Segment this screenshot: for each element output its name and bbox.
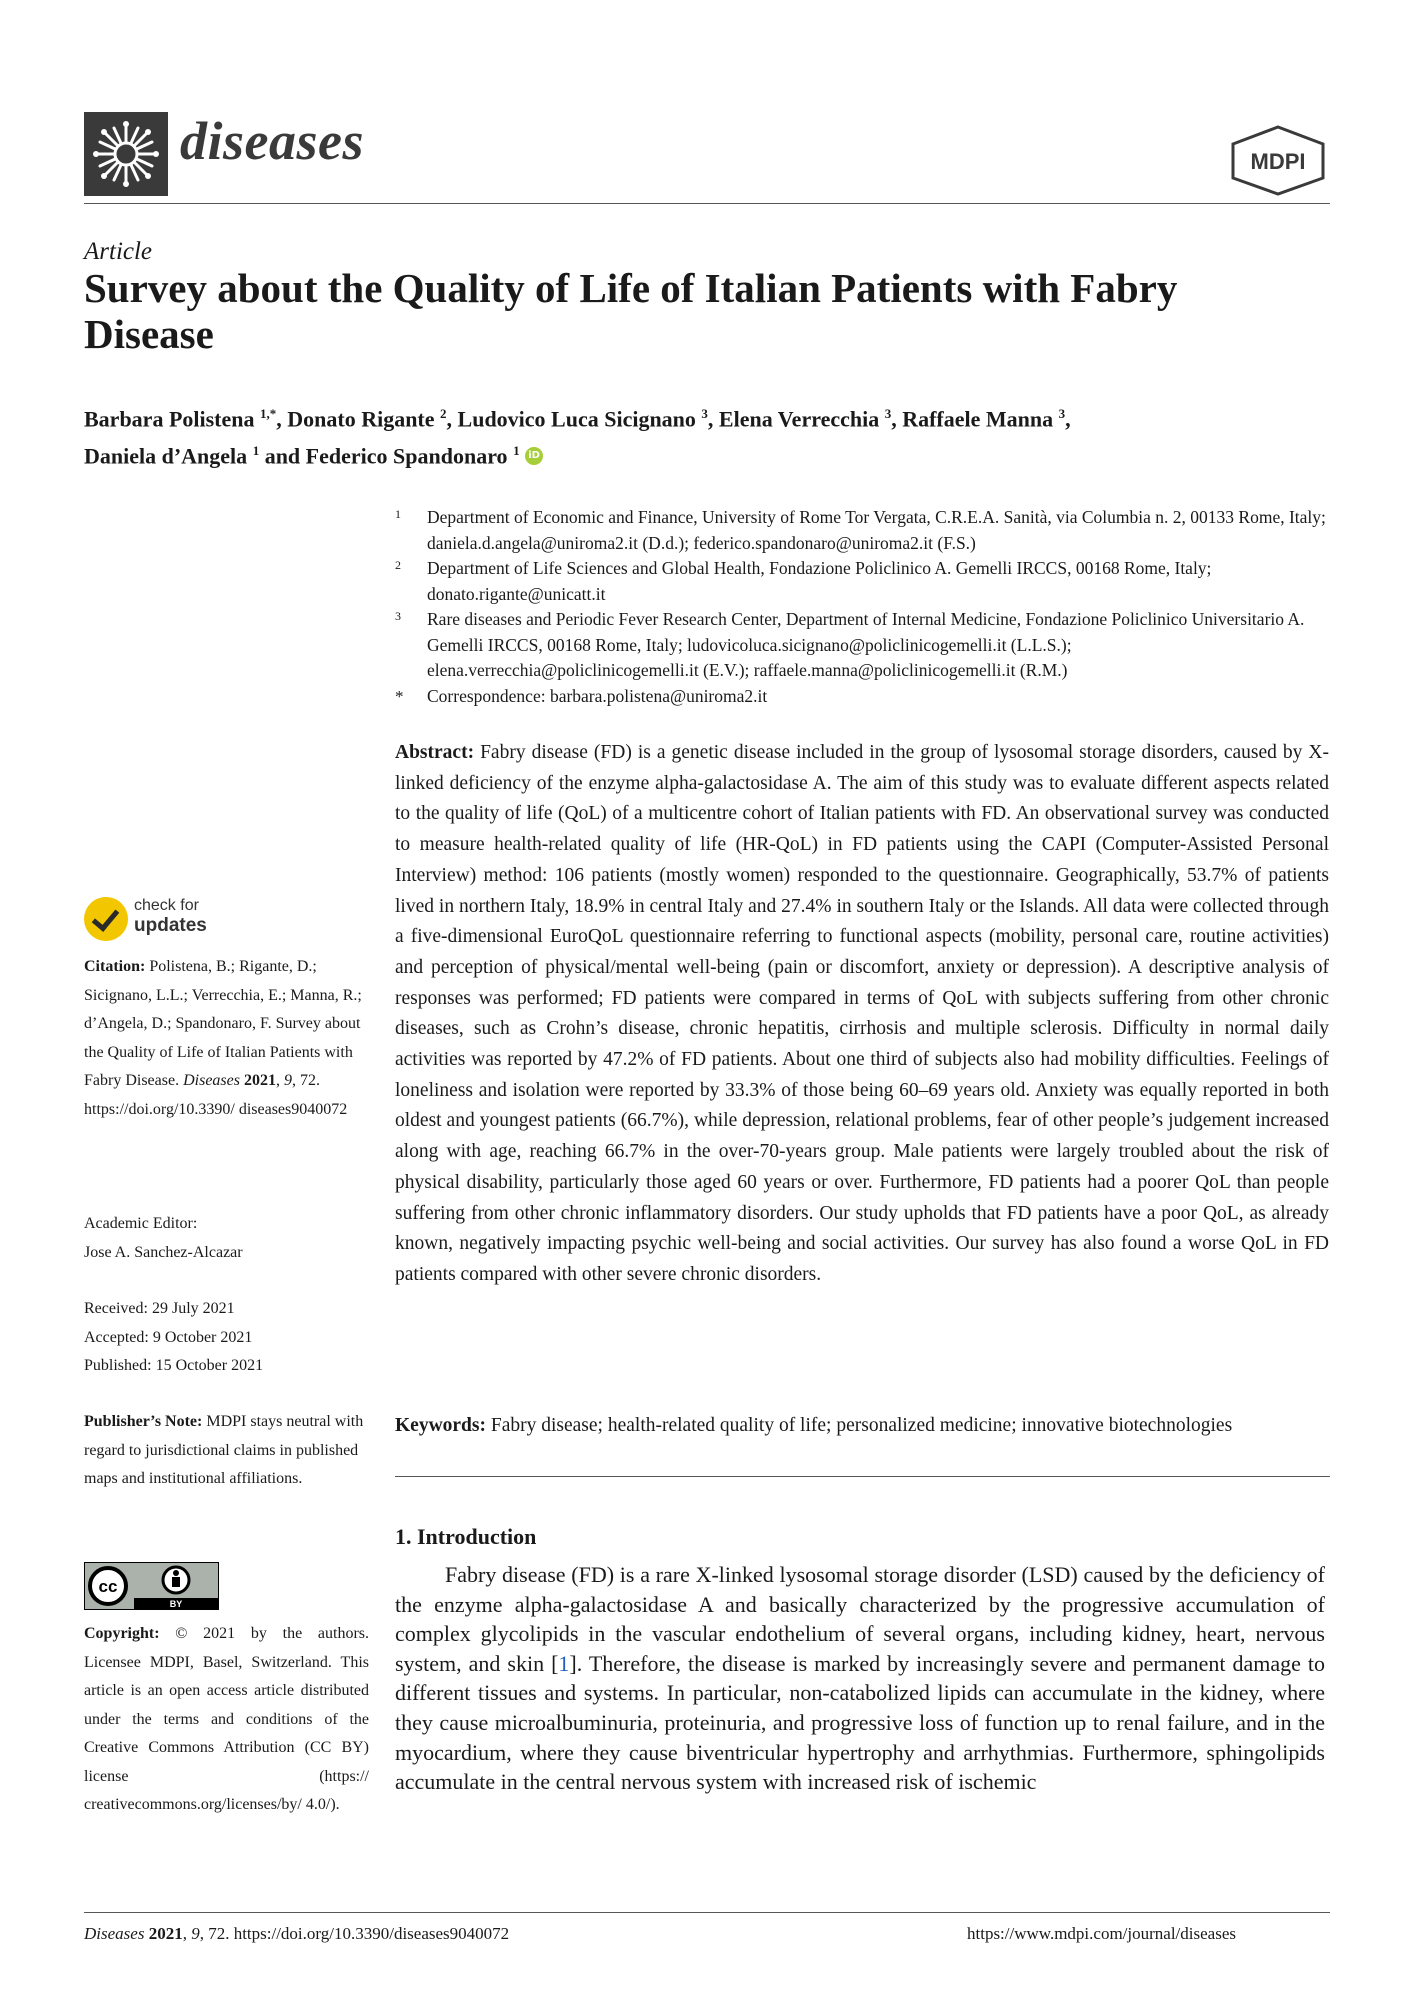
journal-logo-icon — [84, 112, 168, 196]
author-affiliation-marker: 1 — [513, 443, 520, 459]
author-separator: , — [446, 406, 458, 432]
author-name: Donato Rigante — [287, 406, 435, 432]
author-and: and — [264, 443, 301, 469]
academic-editor — [84, 1210, 369, 1267]
author-affiliation-marker: 3 — [701, 406, 708, 421]
abstract-label: Abstract: — [395, 742, 475, 763]
by-text: BY — [169, 1599, 183, 1609]
footer-volume: 9 — [191, 1924, 200, 1943]
orcid-icon[interactable]: iD — [525, 447, 543, 465]
correspondence-item — [395, 684, 1335, 710]
publisher-note — [84, 1408, 369, 1494]
author-affiliation-marker: 3 — [884, 406, 892, 421]
keywords — [395, 1411, 1335, 1441]
copyright-text: © 2021 by the authors. Licensee MDPI, Basel, Switzerland. This article is an open access article distributed under the terms and conditions of the Creative Commons Attribution (CC BY) license (https:// creativecommons.org/licenses/by/ 4.0/). — [84, 1625, 370, 1813]
correspondence-marker: * — [395, 686, 404, 706]
affiliation-marker: 2 — [395, 558, 401, 572]
author-affiliation-marker: 1 — [252, 443, 260, 459]
introduction-paragraph — [395, 1560, 1325, 1797]
author-separator: , — [276, 406, 288, 432]
author-separator: , — [707, 406, 719, 432]
keywords-text: Fabry disease; health-related quality of life; personalized medicine; innovative biotechnologies — [490, 1415, 1233, 1436]
correspondence-text: Correspondence: barbara.polistena@uniroma2.it — [427, 685, 768, 706]
publisher-note-label: Publisher’s Note: — [84, 1413, 203, 1430]
author-name: Elena Verrecchia — [718, 406, 880, 432]
affiliation-item — [395, 607, 1335, 684]
section-divider — [395, 1476, 1330, 1477]
citation-year: 2021 — [243, 1072, 276, 1089]
citation-text: Polistena, B.; Rigante, D.; Sicignano, L.L.; Verrecchia, E.; Manna, R.; d’Angela, D.; Spandonaro, F. Survey about the Quality of Life of Italian Patients with Fabry Disease. — [84, 958, 362, 1089]
intro-text-part1: Fabry disease (FD) is a rare X-linked lysosomal storage disorder (LSD) caused by the deficiency of the enzyme alpha-galactosidase A and basically characterized by the progressive accumulation of complex glycolipids in the vascular endothelium of several organs, including kidney, heart, nervous system, and skin [ — [395, 1562, 1325, 1676]
cc-text: cc — [98, 1577, 118, 1596]
editor-label: Academic Editor: — [84, 1215, 198, 1232]
editor-name: Jose A. Sanchez-Alcazar — [84, 1243, 243, 1261]
copyright-notice — [84, 1620, 369, 1820]
affiliation-item — [395, 505, 1335, 556]
check-updates-line1: check for — [134, 897, 199, 914]
section-heading: 1. Introduction — [395, 1524, 537, 1549]
affiliation-text: Rare diseases and Periodic Fever Research Center, Department of Internal Medicine, Fondazione Policlinico Universitario A. Gemelli IRCCS, 00168 Rome, Italy; ludovicoluca.sicignano@policlinicogemelli.it (L.L.S.); elena.verrecchia@policlinicogemelli.it (E.V.); raffaele.manna@policlinicogemelli.it (R.M.) — [427, 609, 1305, 680]
citation-journal: Diseases — [183, 1072, 240, 1089]
received-date: Received: 29 July 2021 — [84, 1300, 235, 1317]
author-affiliation-marker: 1,* — [260, 406, 277, 421]
copyright-label: Copyright: — [84, 1625, 160, 1642]
mdpi-logo — [1228, 124, 1328, 196]
author-separator: , — [891, 406, 903, 432]
affiliations — [395, 505, 1335, 709]
abstract-text: Fabry disease (FD) is a genetic disease included in the group of lysosomal storage disorders, caused by X-linked deficiency of the enzyme alpha-galactosidase A. The aim of this study was to evaluate different aspects related to the quality of life (QoL) of a multicentre cohort of Italian patients with FD. An observational survey was conducted to measure health-related quality of life (HR-QoL) in FD patients using the CAPI (Computer-Assisted Personal Interview) method: 106 patients (mostly women) responded to the questionnaire. Geographically, 53.7% of patients lived in northern Italy, 18.9% in central Italy and 27.4% in southern Italy or the Islands. All data were collected through a five-dimensional EuroQoL questionnaire referring to functional aspects (mobility, personal care, routine activities) and perception of physical/mental well-being (pain or discomfort, anxiety or depression). A descriptive analysis of responses was performed; FD patients were compared in terms of QoL with subjects suffering from other chronic diseases, such as Crohn’s disease, chronic hepatitis, cirrhosis and multiple sclerosis. Difficulty in normal daily activities was reported by 47.2% of FD patients. About one third of subjects also had mobility difficulties. Feelings of loneliness and isolation were reported by 33.3% of those being 60–69 years old. Anxiety was equally reported in both oldest and youngest patients (66.7%), while depression, relational problems, fear of other people’s judgement increased along with age, reaching 66.7% in the over-70-years group. Male patients were largely troubled about the risk of physical disability, particularly those aged 60 years or over. Furthermore, FD patients had a poorer QoL than people suffering from other chronic inflammatory disorders. Our study upholds that FD patients have a poor QoL, as already known, negatively impacting psychic well-being and social activities. Our survey has also found a worse QoL in FD patients compared with other severe chronic disorders. — [395, 742, 1329, 1285]
check-updates-text — [134, 896, 207, 937]
author-name: Federico Spandonaro — [305, 443, 508, 469]
journal-name: diseases — [180, 111, 364, 171]
citation-label: Citation: — [84, 958, 146, 975]
author-name: Daniela d’Angela — [84, 443, 248, 469]
citation-doi[interactable]: , 72. https://doi.org/10.3390/ diseases9040072 — [84, 1072, 348, 1118]
affiliation-text: Department of Economic and Finance, University of Rome Tor Vergata, C.R.E.A. Sanità, via Columbia n. 2, 00133 Rome, Italy; daniela.d.angela@uniroma2.it (D.d.); federico.spandonaro@uniroma2.it (F.S.) — [427, 507, 1326, 553]
published-date: Published: 15 October 2021 — [84, 1357, 264, 1374]
publisher-note-text: MDPI stays neutral with regard to jurisdictional claims in published maps and institutional affiliations. — [84, 1413, 364, 1487]
author-separator: , — [1065, 406, 1071, 432]
affiliation-text: Department of Life Sciences and Global Health, Fondazione Policlinico A. Gemelli IRCCS, 00168 Rome, Italy; donato.rigante@unicatt.it — [427, 558, 1212, 604]
keywords-label: Keywords: — [395, 1415, 486, 1436]
footer-divider — [84, 1912, 1330, 1913]
mdpi-logo-text: MDPI — [1250, 149, 1306, 174]
abstract — [395, 738, 1329, 1291]
author-affiliation-marker: 2 — [440, 406, 447, 421]
article-type: Article — [84, 238, 153, 265]
affiliation-marker: 1 — [395, 507, 401, 521]
intro-text-part2: ]. Therefore, the disease is marked by increasingly severe and permanent damage to different tissues and systems. In particular, non-catabolized lipids can accumulate in the kidney, where they cause microalbuminuria, proteinuria, and progressive loss of function up to renal failure, and in the myocardium, where they cause biventricular hypertrophy and arrhythmias. Furthermore, sphingolipids accumulate in the central nervous system with increased risk of ischemic — [395, 1650, 1325, 1795]
footer-doi[interactable]: , 72. https://doi.org/10.3390/diseases9040072 — [199, 1924, 510, 1943]
check-for-updates-badge[interactable] — [84, 895, 234, 945]
footer-journal-url[interactable]: https://www.mdpi.com/journal/diseases — [967, 1924, 1236, 1943]
citation-block: Citation: Polistena, B.; Rigante, D.; Sicignano, L.L.; Verrecchia, E.; Manna, R.; d’Angela, D.; Spandonaro, F. Survey about the Quality of Life of Italian Patients with Fabry Disease. Diseases 2021, 9, 72. https://doi.org/10.3390/ diseases9040072 — [84, 958, 362, 1118]
article-title: Survey about the Quality of Life of Italian Patients with Fabry Disease — [84, 265, 1178, 357]
citation-volume: 9 — [283, 1072, 292, 1089]
affiliation-marker: 3 — [395, 609, 401, 623]
cc-by-license-badge[interactable] — [84, 1562, 219, 1610]
reference-link[interactable]: 1 — [558, 1650, 570, 1676]
author-name: Raffaele Manna — [902, 406, 1054, 432]
check-updates-icon — [84, 897, 128, 941]
header-divider — [84, 203, 1330, 204]
author-list — [84, 398, 1284, 473]
affiliation-item — [395, 556, 1335, 607]
article-dates — [84, 1295, 369, 1381]
footer-journal: Diseases — [84, 1924, 145, 1943]
author-affiliation-marker: 3 — [1058, 406, 1066, 421]
accepted-date: Accepted: 9 October 2021 — [84, 1328, 253, 1346]
footer-citation: Diseases 2021, 9, 72. https://doi.org/10.3390/diseases9040072 — [84, 1924, 510, 1943]
check-updates-line2: updates — [134, 915, 207, 936]
author-name: Barbara Polistena — [84, 406, 255, 432]
footer-year: 2021 — [148, 1924, 183, 1943]
author-name: Ludovico Luca Sicignano — [457, 406, 696, 432]
